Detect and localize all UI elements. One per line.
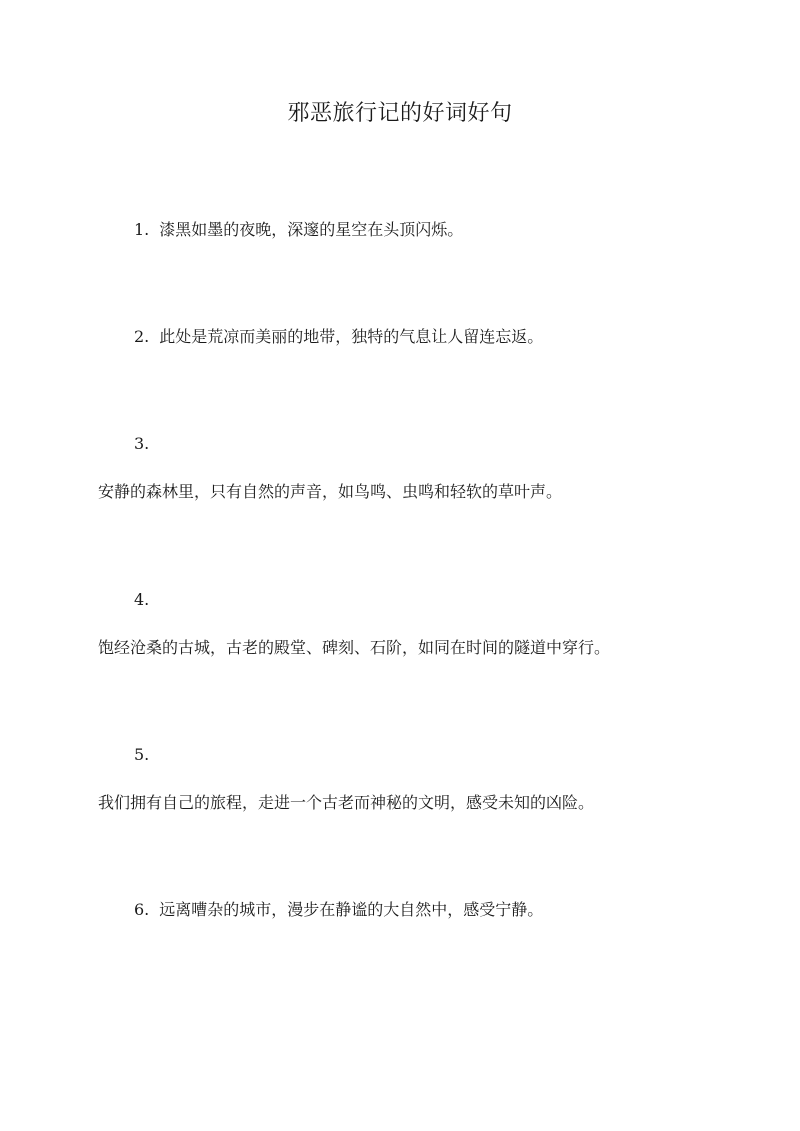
item-text: 我们拥有自己的旅程，走进一个古老而神秘的文明，感受未知的凶险。 [98,793,595,812]
item-text: 漆黑如墨的夜晚，深邃的星空在头顶闪烁。 [159,220,464,239]
page-title: 邪恶旅行记的好词好句 [287,101,513,126]
item-number: 5. [134,745,150,764]
item-number: 3. [134,434,150,453]
item-number: 4. [134,590,150,609]
list-item [134,899,543,921]
item-number: 6. [134,900,150,919]
item-text: 此处是荒凉而美丽的地带，独特的气息让人留连忘返。 [159,327,544,346]
item-number: 2. [134,327,150,346]
list-item [134,326,543,348]
item-text: 安静的森林里，只有自然的声音，如鸟鸣、虫鸣和轻软的草叶声。 [98,482,563,501]
item-text: 饱经沧桑的古城，古老的殿堂、碑刻、石阶，如同在时间的隧道中穿行。 [98,638,611,657]
list-item [134,219,463,241]
item-number: 1. [134,220,150,239]
item-text: 远离嘈杂的城市，漫步在静谧的大自然中，感受宁静。 [159,900,544,919]
